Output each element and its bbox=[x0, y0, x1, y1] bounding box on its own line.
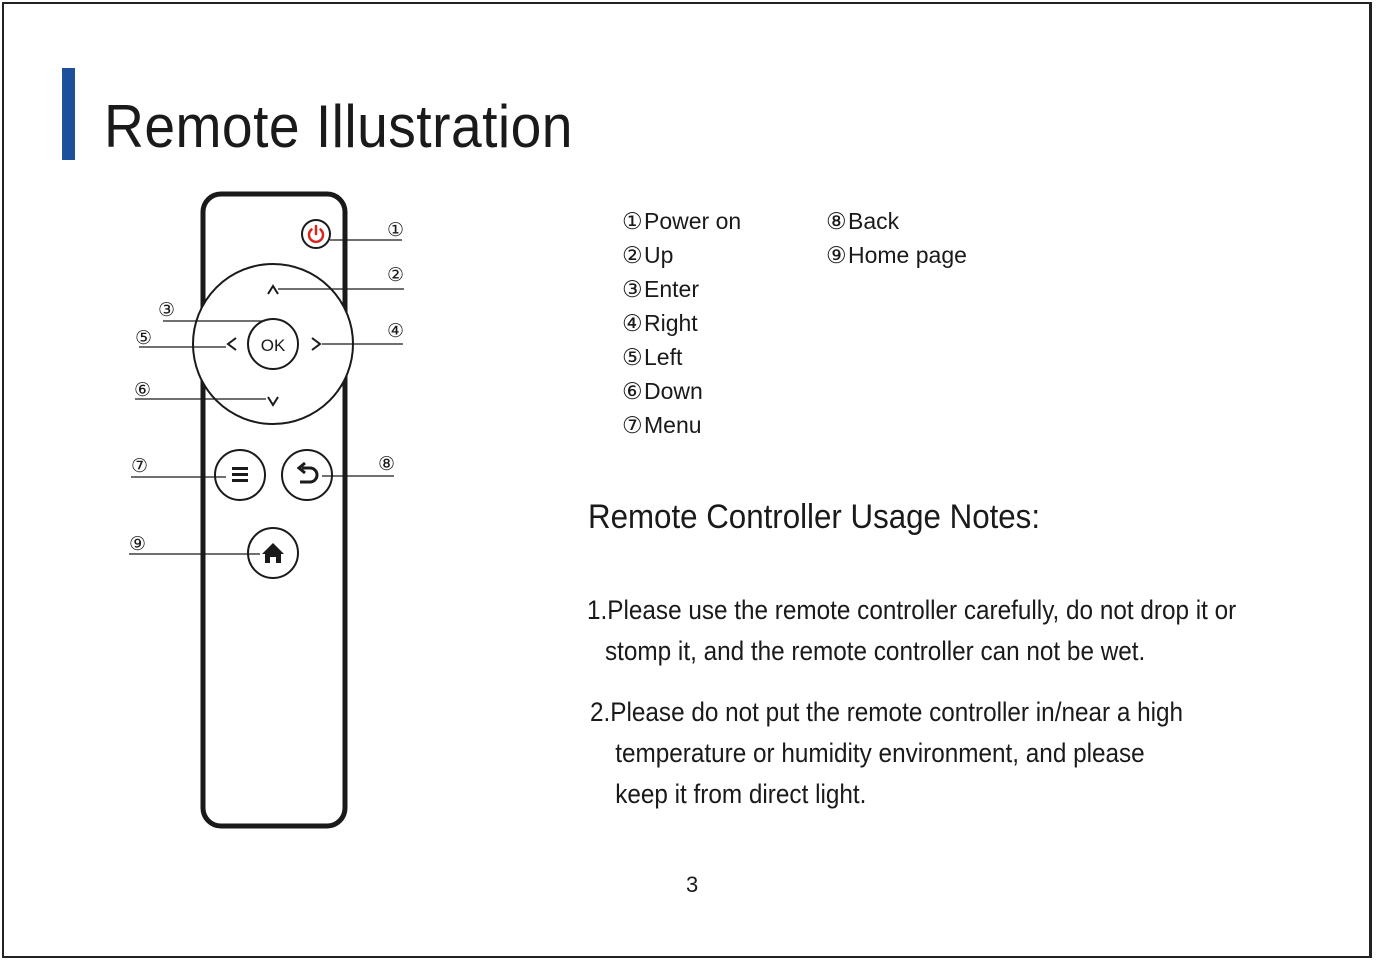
callout-6: ⑥ bbox=[134, 379, 152, 401]
legend-item-enter: ③Enter bbox=[622, 276, 699, 302]
legend-item-back: ⑧Back bbox=[826, 208, 900, 234]
power-button-icon bbox=[302, 220, 330, 248]
legend-item-right: ④Right bbox=[622, 310, 698, 336]
legend-item-home: ⑨Home page bbox=[826, 242, 967, 268]
callout-5: ⑤ bbox=[135, 327, 153, 349]
legend-item-up: ②Up bbox=[622, 242, 674, 268]
page-title: Remote Illustration bbox=[104, 93, 573, 160]
legend-item-power: ①Power on bbox=[622, 208, 742, 234]
callout-2: ② bbox=[387, 264, 405, 286]
notes-heading: Remote Controller Usage Notes: bbox=[588, 498, 1041, 536]
usage-note-1: 1.Please use the remote controller carefully, do not drop it or stomp it, and the remote controller can not be wet. bbox=[587, 595, 1237, 666]
menu-button-icon bbox=[215, 450, 265, 500]
callout-7: ⑦ bbox=[131, 455, 149, 477]
back-button-icon bbox=[282, 450, 332, 500]
callout-4: ④ bbox=[387, 320, 405, 342]
usage-note-2: 2.Please do not put the remote controller in/near a high temperature or humidity environment, and please keep it from direct light. bbox=[590, 697, 1184, 809]
home-button-icon bbox=[248, 528, 298, 578]
page-number: 3 bbox=[686, 872, 699, 897]
legend-item-down: ⑥Down bbox=[622, 378, 703, 404]
ok-label: OK bbox=[260, 336, 286, 355]
button-legend-right bbox=[826, 204, 967, 272]
callout-3: ③ bbox=[158, 299, 176, 321]
callout-1: ① bbox=[387, 219, 405, 241]
callout-8: ⑧ bbox=[378, 453, 396, 475]
button-legend-left bbox=[622, 204, 741, 442]
legend-item-left: ⑤Left bbox=[622, 344, 683, 370]
legend-item-menu: ⑦Menu bbox=[622, 412, 702, 438]
callout-9: ⑨ bbox=[129, 533, 147, 555]
